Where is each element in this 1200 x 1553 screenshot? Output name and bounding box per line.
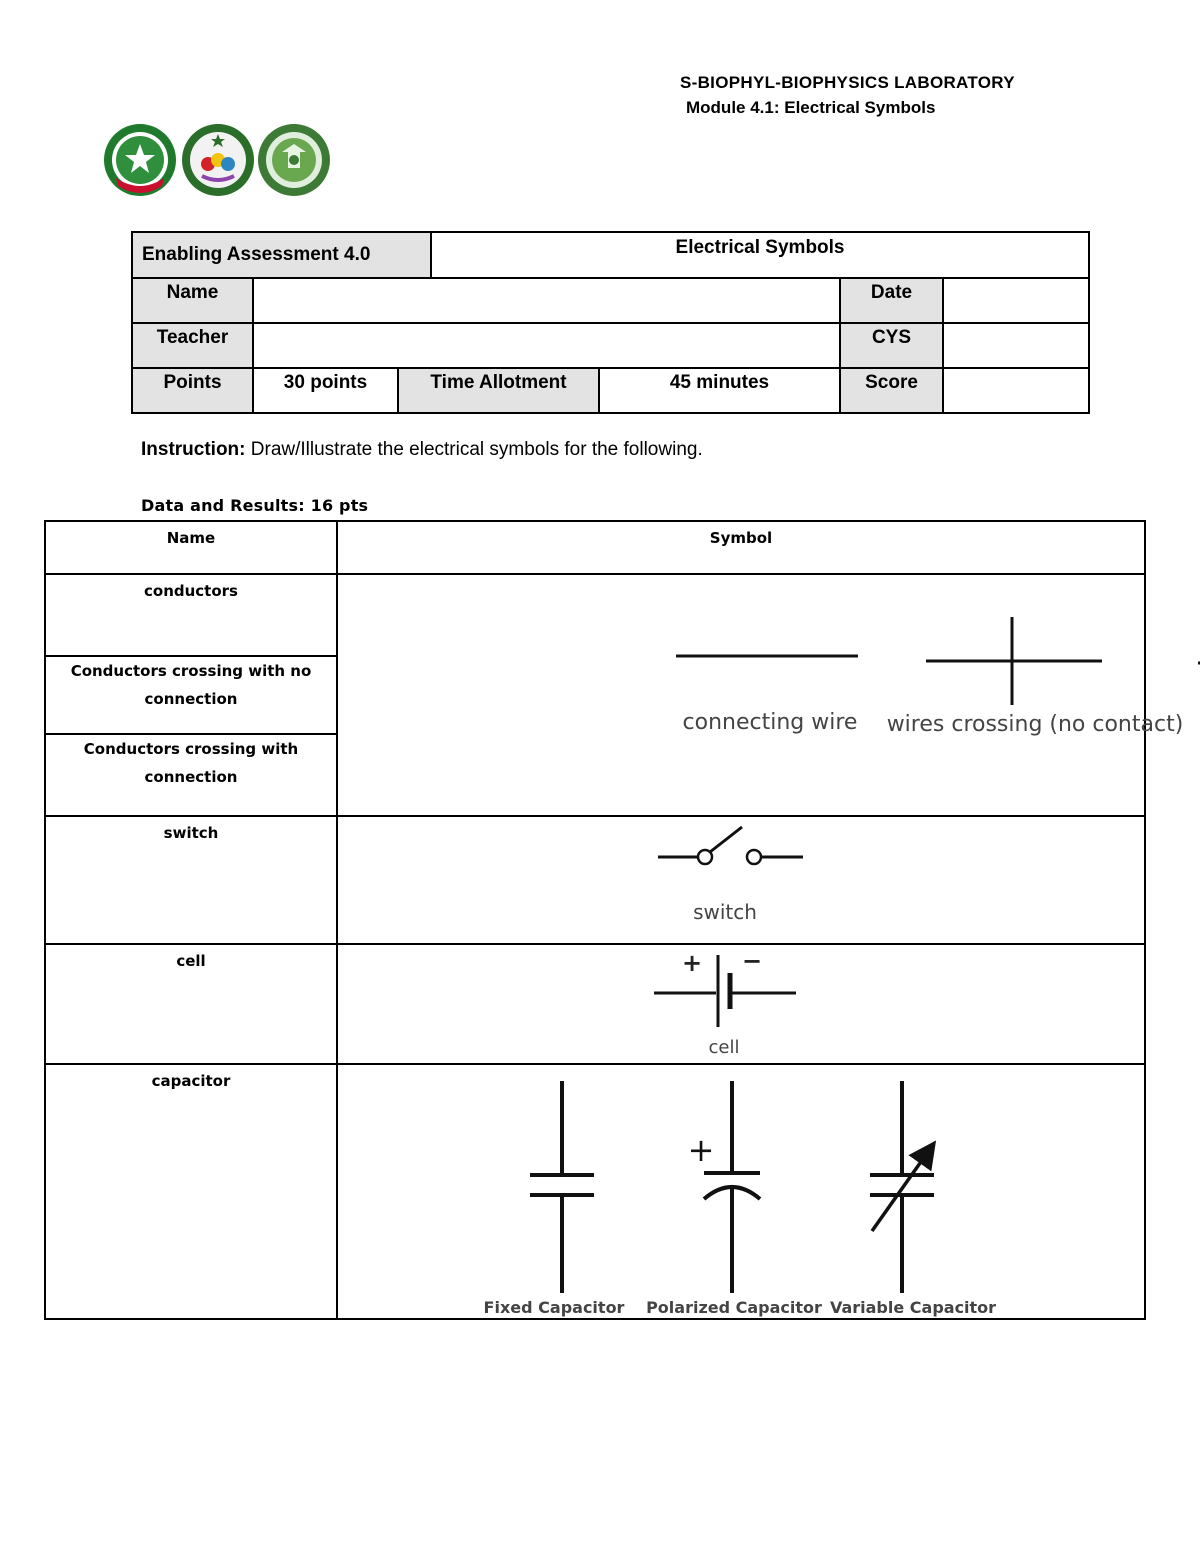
score-field[interactable]: [943, 368, 1089, 413]
cell-label: cell: [708, 1037, 740, 1058]
variable-capacitor-symbol: [870, 1081, 934, 1293]
polarized-capacitor-label: Polarized Capacitor: [646, 1298, 822, 1317]
department-seal-logo: [258, 124, 330, 196]
capacitor-symbols: [338, 1065, 1144, 1318]
university-seal-logo: [104, 124, 176, 196]
conductors-symbol-cell: [337, 574, 1184, 816]
switch-label: switch: [693, 900, 757, 924]
row-conductors: conductors: [45, 574, 337, 656]
assessment-title: Electrical Symbols: [431, 232, 1089, 278]
cell-symbol-cell: [337, 944, 1145, 1064]
name-label: Name: [132, 278, 253, 323]
points-value: 30 points: [253, 368, 398, 413]
column-header-symbol: Symbol: [337, 521, 1145, 574]
cys-field[interactable]: [943, 323, 1089, 368]
logo-row: [102, 122, 332, 202]
row-crossing-with-connection: Conductors crossing with connection: [45, 734, 337, 816]
college-seal-logo: [182, 124, 254, 196]
row-capacitor: capacitor: [45, 1064, 337, 1319]
wires-crossing-symbol: [926, 617, 1102, 705]
row-cell: cell: [45, 944, 337, 1064]
assessment-label: Enabling Assessment 4.0: [132, 232, 431, 278]
row-switch: switch: [45, 816, 337, 944]
time-allotment-label: Time Allotment: [398, 368, 599, 413]
instruction-text: Draw/Illustrate the electrical symbols for the following.: [245, 439, 703, 460]
switch-symbol: [658, 827, 803, 864]
teacher-label: Teacher: [132, 323, 253, 368]
cys-label: CYS: [840, 323, 943, 368]
row-crossing-no-connection: Conductors crossing with no connection: [45, 656, 337, 734]
date-label: Date: [840, 278, 943, 323]
connecting-wire-label: connecting wire: [682, 710, 858, 735]
points-label: Points: [132, 368, 253, 413]
module-title: Module 4.1: Electrical Symbols: [686, 98, 936, 117]
date-field[interactable]: [943, 278, 1089, 323]
cell-plus-sign: +: [681, 949, 703, 977]
cell-symbols: [338, 945, 1144, 1063]
data-results-caption: Data and Results: 16 pts: [141, 496, 369, 515]
polarized-plus-sign: +: [687, 1131, 715, 1169]
switch-symbol-cell: [337, 816, 1145, 944]
instruction-label: Instruction:: [141, 439, 246, 460]
variable-capacitor-label: Variable Capacitor: [829, 1298, 997, 1317]
fixed-capacitor-label: Fixed Capacitor: [483, 1298, 625, 1317]
cell-symbol: [654, 955, 796, 1027]
assessment-info-table: [131, 231, 1090, 414]
switch-symbols: [338, 817, 1144, 943]
results-table: [44, 520, 1184, 1320]
name-field[interactable]: [253, 278, 840, 323]
lab-title: S-BIOPHYL-BIOPHYSICS LABORATORY: [680, 73, 1015, 92]
polarized-capacitor-symbol: [704, 1081, 760, 1293]
capacitor-symbol-cell: [337, 1064, 1145, 1319]
column-header-name: Name: [45, 521, 337, 574]
instruction: [141, 439, 703, 461]
teacher-field[interactable]: [253, 323, 840, 368]
cell-minus-sign: −: [741, 947, 763, 975]
conductors-symbols: [338, 575, 1184, 813]
score-label: Score: [840, 368, 943, 413]
wires-crossing-label: wires crossing (no contact): [886, 712, 1184, 737]
time-allotment-value: 45 minutes: [599, 368, 840, 413]
fixed-capacitor-symbol: [530, 1081, 594, 1293]
